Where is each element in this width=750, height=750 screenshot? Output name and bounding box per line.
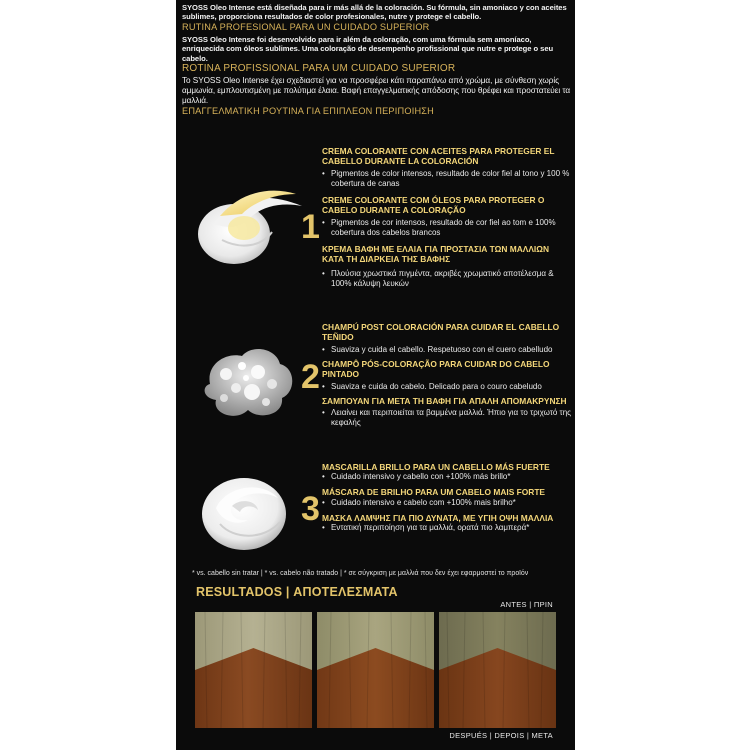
results-title: RESULTADOS | ΑΠΟΤΕΛΕΣΜΑΤΑ [196,585,398,599]
intro-pt-title: ROTINA PROFISSIONAL PARA UM CUIDADO SUPERIOR [182,63,456,75]
swatch-graphic [195,612,312,728]
after-label: DESPUÉS | DEPOIS | ΜΕΤΑ [449,731,553,740]
step-bullet: Suaviza e cuida do cabelo. Delicado para o couro cabeludo [331,381,542,391]
bullet-icon: • [322,381,325,391]
step-bullet: Πλούσια χρωστικά πιγμέντα, ακριβές χρωματικό αποτέλεσμα & 100% κάλυψη λευκών [331,269,554,289]
step-3-number: 3 [301,490,320,528]
intro-el-title: ΕΠΑΓΓΕΛΜΑΤΙΚΗ ΡΟΥΤΙΝΑ ΓΙΑ ΕΠΙΠΛΕΟΝ ΠΕΡΙΠΟΙΗΣΗ [182,106,434,117]
swatch-graphic [317,612,434,728]
step-heading: ΣΑΜΠΟΥΑΝ ΓΙΑ ΜΕΤΑ ΤΗ ΒΑΦΗ ΓΙΑ ΑΠΑΛΗ ΑΠΟΜΑΚΡΥΝΣΗ [322,395,567,406]
step-heading: CHAMPÔ PÓS-COLORAÇÃO PARA CUIDAR DO CABELO PINTADO [322,358,550,380]
cream-swirl-icon [192,176,312,276]
product-info-panel [176,0,575,750]
step-heading: ΚΡΕΜΑ ΒΑΦΗ ΜΕ ΕΛΑΙΑ ΓΙΑ ΠΡΟΣΤΑΣΙΑ ΤΩΝ ΜΑΛΛΙΩΝ ΚΑΤΑ ΤΗ ΔΙΑΡΚΕΙΑ ΤΗΣ ΒΑΦΗΣ [322,243,550,265]
before-label: ANTES | ΠΡΙΝ [500,600,553,609]
step-heading: CREME COLORANTE COM ÓLEOS PARA PROTEGER O CABELO DURANTE A COLORAÇÃO [322,194,545,216]
step-bullet: Pigmentos de cor intensos, resultado de cor fiel ao tom e 100% cobertura dos cabelos brancos [331,217,556,237]
hair-swatch-3 [439,612,556,728]
step-1-number: 1 [301,208,320,246]
step-2-number: 2 [301,358,320,396]
step-1-text [322,146,572,295]
bullet-icon: • [322,497,325,507]
intro-section [182,3,572,119]
step-3-text [322,462,572,539]
bullet-icon: • [322,523,325,533]
bullet-icon: • [322,168,325,178]
step-bullet: Λειαίνει και περιποιείται τα βαμμένα μαλλιά. Ήπιο για το τριχωτό της κεφαλής [331,408,571,428]
bullet-icon: • [322,217,325,227]
step-bullet: Εντατική περιποίηση για τα μαλλιά, ορατά πιο λαμπερά* [331,523,530,533]
footnote: * vs. cabello sin tratar | * vs. cabelo não tratado | * σε σύγκριση με μαλλιά που δεν έχει εφαρμοστεί το προϊόν [192,570,529,577]
bullet-icon: • [322,269,325,279]
bullet-icon: • [322,408,325,418]
foam-bubbles-icon [192,334,312,434]
intro-es-title: RUTINA PROFESIONAL PARA UN CUIDADO SUPERIOR [182,21,430,32]
step-bullet: Cuidado intensivo e cabelo com +100% mais brilho* [331,497,516,507]
mask-cream-icon [192,462,312,562]
intro-el-body: Το SYOSS Oleo Intense έχει σχεδιαστεί για να προσφέρει κάτι παραπάνω από χρώμα, με σύνθεση χωρίς αμμωνία, εμπλουτισμένη με πολύτιμα έλαια. Βαφή επαγγελματικής απόδοσης που θρέφει και προστατεύει τα μαλλιά. [182,76,571,106]
hair-swatch-1 [195,612,312,728]
hair-swatch-2 [317,612,434,728]
step-heading: MÁSCARA DE BRILHO PARA UM CABELO MAIS FORTE [322,487,546,498]
intro-es-body: SYOSS Oleo Intense está diseñada para ir más allá de la coloración. Su fórmula, sin amoniaco y con aceites sublimes, proporciona resultados de color profesionales, nutre y protege el cabello. [182,3,567,22]
step-heading: ΜΑΣΚΑ ΛΑΜΨΗΣ ΓΙΑ ΠΙΟ ΔΥΝΑΤΑ, ΜΕ ΥΓΙΗ ΟΨΗ ΜΑΛΛΙΑ [322,512,554,523]
step-heading: MASCARILLA BRILLO PARA UN CABELLO MÁS FUERTE [322,462,550,472]
swatch-graphic [439,612,556,728]
step-2-text [322,322,572,434]
bullet-icon: • [322,344,325,354]
step-bullet: Cuidado intensivo y cabello con +100% más brillo* [331,472,511,482]
step-heading: CREMA COLORANTE CON ACEITES PARA PROTEGER EL CABELLO DURANTE LA COLORACIÓN [322,146,555,167]
intro-pt-body: SYOSS Oleo Intense foi desenvolvido para ir além da coloração, com uma fórmula sem amoníaco, enriquecida com óleos sublimes. Uma coloração de desempenho profissional que nutre e protege o seu cabelo. [182,34,554,63]
step-heading: CHAMPÚ POST COLORACIÓN PARA CUIDAR EL CABELLO TEÑIDO [322,322,560,343]
bullet-icon: • [322,472,325,482]
step-bullet: Pigmentos de color intensos, resultado de color fiel al tono y 100 % cobertura de canas [331,168,570,188]
step-bullet: Suaviza y cuida el cabello. Respetuoso con el cuero cabelludo [331,344,553,354]
